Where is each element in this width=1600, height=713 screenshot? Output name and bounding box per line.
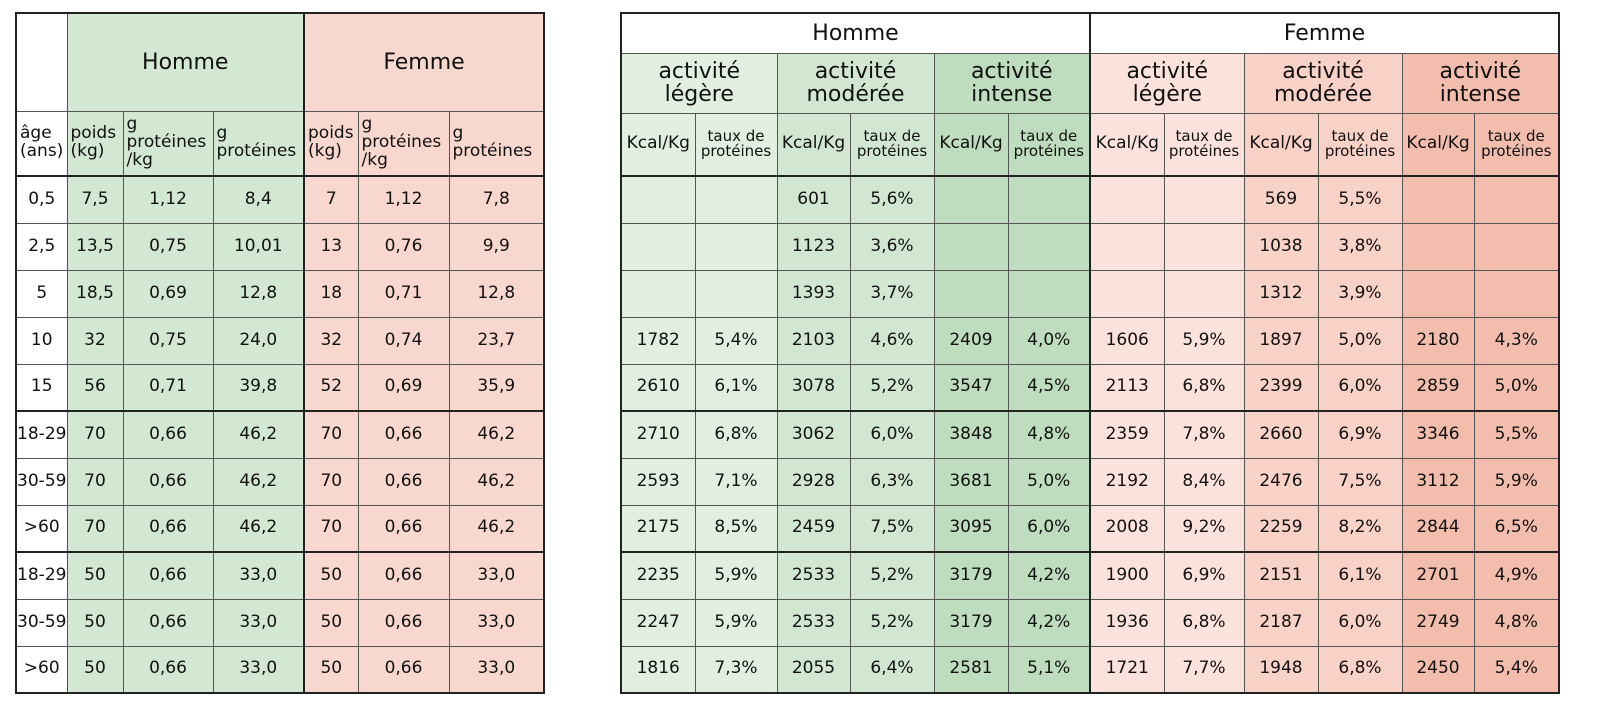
value-cell: 2055 [777, 646, 850, 693]
value-cell: 0,75 [123, 223, 213, 270]
value-cell: 2175 [621, 505, 695, 552]
value-cell: 7,5% [1318, 458, 1402, 505]
value-cell: 6,8% [1318, 646, 1402, 693]
activity-moderate-femme: activité modérée [1244, 53, 1402, 113]
value-cell: 1782 [621, 317, 695, 364]
value-cell: 1721 [1090, 646, 1164, 693]
age-cell: 15 [16, 364, 67, 411]
value-cell: 3179 [934, 552, 1008, 599]
value-cell: 5,9% [1474, 458, 1559, 505]
value-cell: 7,1% [695, 458, 777, 505]
value-cell: 46,2 [449, 458, 544, 505]
value-cell: 46,2 [213, 411, 304, 458]
value-cell: 2593 [621, 458, 695, 505]
value-cell: 5,2% [850, 599, 934, 646]
value-cell: 2710 [621, 411, 695, 458]
value-cell: 1606 [1090, 317, 1164, 364]
value-cell [1008, 270, 1090, 317]
value-cell: 50 [304, 599, 358, 646]
col-header-taux: taux de protéines [695, 113, 777, 176]
value-cell: 1123 [777, 223, 850, 270]
value-cell: 0,66 [358, 552, 449, 599]
col-header-gprot-kg: g protéines /kg [123, 111, 213, 176]
value-cell: 3547 [934, 364, 1008, 411]
value-cell: 7,5 [67, 176, 123, 223]
value-cell: 5,2% [850, 364, 934, 411]
value-cell: 2844 [1402, 505, 1474, 552]
value-cell: 6,9% [1318, 411, 1402, 458]
table-row [16, 599, 544, 646]
col-header-kcal: Kcal/Kg [934, 113, 1008, 176]
age-cell: 10 [16, 317, 67, 364]
activity-light-femme: activité légère [1090, 53, 1244, 113]
value-cell: 6,9% [1164, 552, 1244, 599]
value-cell: 9,2% [1164, 505, 1244, 552]
value-cell: 3078 [777, 364, 850, 411]
value-cell: 4,3% [1474, 317, 1559, 364]
value-cell: 33,0 [449, 599, 544, 646]
value-cell: 2399 [1244, 364, 1318, 411]
value-cell: 0,66 [123, 411, 213, 458]
table-row [16, 552, 544, 599]
value-cell [1474, 176, 1559, 223]
age-cell: 18-29 [16, 552, 67, 599]
value-cell: 4,8% [1008, 411, 1090, 458]
value-cell: 5,0% [1008, 458, 1090, 505]
value-cell [695, 270, 777, 317]
value-cell: 3095 [934, 505, 1008, 552]
value-cell: 0,66 [123, 458, 213, 505]
value-cell [1474, 223, 1559, 270]
value-cell [1090, 270, 1164, 317]
value-cell [1402, 223, 1474, 270]
value-cell: 0,66 [123, 599, 213, 646]
value-cell: 10,01 [213, 223, 304, 270]
value-cell: 1936 [1090, 599, 1164, 646]
value-cell: 70 [67, 411, 123, 458]
value-cell: 2187 [1244, 599, 1318, 646]
value-cell: 2008 [1090, 505, 1164, 552]
value-cell [1164, 270, 1244, 317]
value-cell: 33,0 [213, 552, 304, 599]
value-cell: 33,0 [213, 646, 304, 693]
value-cell [934, 270, 1008, 317]
value-cell: 6,5% [1474, 505, 1559, 552]
value-cell [1402, 176, 1474, 223]
value-cell: 2151 [1244, 552, 1318, 599]
value-cell: 18 [304, 270, 358, 317]
value-cell: 70 [304, 505, 358, 552]
value-cell: 70 [67, 458, 123, 505]
value-cell: 569 [1244, 176, 1318, 223]
femme-group-header: Femme [304, 13, 544, 111]
value-cell: 1,12 [123, 176, 213, 223]
value-cell: 5,9% [695, 599, 777, 646]
table-row [621, 505, 1559, 552]
value-cell [621, 270, 695, 317]
value-cell: 5,0% [1474, 364, 1559, 411]
value-cell: 46,2 [213, 458, 304, 505]
value-cell: 0,71 [358, 270, 449, 317]
value-cell: 2192 [1090, 458, 1164, 505]
col-header-kcal: Kcal/Kg [621, 113, 695, 176]
value-cell: 3,8% [1318, 223, 1402, 270]
value-cell [1008, 223, 1090, 270]
value-cell: 35,9 [449, 364, 544, 411]
value-cell: 1393 [777, 270, 850, 317]
value-cell: 5,4% [695, 317, 777, 364]
col-header-poids: poids (kg) [67, 111, 123, 176]
value-cell: 6,0% [1318, 364, 1402, 411]
femme-group-header: Femme [1090, 13, 1559, 53]
activity-moderate-homme: activité modérée [777, 53, 934, 113]
value-cell: 4,2% [1008, 599, 1090, 646]
value-cell: 6,0% [1008, 505, 1090, 552]
value-cell: 2533 [777, 552, 850, 599]
col-header-taux: taux de protéines [1318, 113, 1402, 176]
value-cell: 5,9% [695, 552, 777, 599]
value-cell: 2103 [777, 317, 850, 364]
value-cell: 2581 [934, 646, 1008, 693]
age-cell: 30-59 [16, 458, 67, 505]
table-row [16, 176, 544, 223]
value-cell: 2701 [1402, 552, 1474, 599]
value-cell: 24,0 [213, 317, 304, 364]
value-cell: 0,66 [123, 505, 213, 552]
value-cell: 5,4% [1474, 646, 1559, 693]
value-cell: 2180 [1402, 317, 1474, 364]
value-cell: 1312 [1244, 270, 1318, 317]
value-cell: 5,0% [1318, 317, 1402, 364]
col-header-taux: taux de protéines [1164, 113, 1244, 176]
value-cell: 70 [67, 505, 123, 552]
value-cell: 12,8 [213, 270, 304, 317]
activity-light-homme: activité légère [621, 53, 777, 113]
value-cell: 2113 [1090, 364, 1164, 411]
value-cell: 70 [304, 411, 358, 458]
value-cell [1164, 176, 1244, 223]
table-row [16, 364, 544, 411]
value-cell: 7,5% [850, 505, 934, 552]
value-cell: 0,66 [358, 505, 449, 552]
table-row [621, 552, 1559, 599]
age-header-blank [16, 13, 67, 111]
col-header-gprot-kg: g protéines /kg [358, 111, 449, 176]
value-cell: 3062 [777, 411, 850, 458]
value-cell: 3,6% [850, 223, 934, 270]
value-cell: 0,76 [358, 223, 449, 270]
table-row [621, 270, 1559, 317]
value-cell: 0,69 [123, 270, 213, 317]
value-cell: 50 [304, 646, 358, 693]
value-cell: 33,0 [449, 552, 544, 599]
value-cell: 2928 [777, 458, 850, 505]
value-cell: 32 [304, 317, 358, 364]
value-cell: 8,4% [1164, 458, 1244, 505]
value-cell: 6,0% [850, 411, 934, 458]
col-header-gprot: g protéines [449, 111, 544, 176]
value-cell: 1,12 [358, 176, 449, 223]
table-row [621, 646, 1559, 693]
value-cell: 2409 [934, 317, 1008, 364]
table-row [16, 270, 544, 317]
value-cell: 2533 [777, 599, 850, 646]
value-cell: 1038 [1244, 223, 1318, 270]
value-cell: 5,9% [1164, 317, 1244, 364]
age-cell: >60 [16, 646, 67, 693]
value-cell: 5,5% [1318, 176, 1402, 223]
energy-needs-table [620, 12, 1560, 694]
value-cell: 8,2% [1318, 505, 1402, 552]
value-cell: 2259 [1244, 505, 1318, 552]
value-cell: 2247 [621, 599, 695, 646]
value-cell: 70 [304, 458, 358, 505]
value-cell: 7,8% [1164, 411, 1244, 458]
age-cell: 18-29 [16, 411, 67, 458]
value-cell: 50 [67, 552, 123, 599]
value-cell: 12,8 [449, 270, 544, 317]
value-cell: 0,69 [358, 364, 449, 411]
value-cell [1402, 270, 1474, 317]
col-header-kcal: Kcal/Kg [1090, 113, 1164, 176]
value-cell: 3,9% [1318, 270, 1402, 317]
value-cell: 4,0% [1008, 317, 1090, 364]
value-cell [934, 223, 1008, 270]
value-cell: 7 [304, 176, 358, 223]
table-row [621, 176, 1559, 223]
value-cell: 2235 [621, 552, 695, 599]
col-header-taux: taux de protéines [850, 113, 934, 176]
col-header-age: âge (ans) [16, 111, 67, 176]
age-cell: 5 [16, 270, 67, 317]
value-cell: 5,6% [850, 176, 934, 223]
value-cell: 6,0% [1318, 599, 1402, 646]
value-cell: 2859 [1402, 364, 1474, 411]
age-cell: 0,5 [16, 176, 67, 223]
value-cell: 5,2% [850, 552, 934, 599]
value-cell: 3,7% [850, 270, 934, 317]
value-cell: 601 [777, 176, 850, 223]
value-cell [1090, 176, 1164, 223]
value-cell: 0,66 [123, 646, 213, 693]
value-cell [1090, 223, 1164, 270]
value-cell: 52 [304, 364, 358, 411]
col-header-kcal: Kcal/Kg [1402, 113, 1474, 176]
value-cell: 32 [67, 317, 123, 364]
value-cell [621, 223, 695, 270]
activity-intense-homme: activité intense [934, 53, 1090, 113]
value-cell: 3346 [1402, 411, 1474, 458]
value-cell: 50 [67, 646, 123, 693]
value-cell: 5,5% [1474, 411, 1559, 458]
value-cell: 6,8% [1164, 599, 1244, 646]
value-cell: 6,8% [1164, 364, 1244, 411]
value-cell: 23,7 [449, 317, 544, 364]
col-header-kcal: Kcal/Kg [777, 113, 850, 176]
value-cell: 2450 [1402, 646, 1474, 693]
table-row [621, 411, 1559, 458]
value-cell [1164, 223, 1244, 270]
table-row [621, 599, 1559, 646]
value-cell: 8,5% [695, 505, 777, 552]
value-cell: 1897 [1244, 317, 1318, 364]
protein-needs-table [15, 12, 545, 694]
value-cell: 8,4 [213, 176, 304, 223]
value-cell: 1816 [621, 646, 695, 693]
table-row [16, 223, 544, 270]
value-cell: 0,71 [123, 364, 213, 411]
value-cell: 46,2 [213, 505, 304, 552]
value-cell: 4,9% [1474, 552, 1559, 599]
value-cell [1474, 270, 1559, 317]
table-row [16, 317, 544, 364]
col-header-taux: taux de protéines [1474, 113, 1559, 176]
col-header-gprot: g protéines [213, 111, 304, 176]
value-cell: 0,74 [358, 317, 449, 364]
table-row [621, 223, 1559, 270]
value-cell: 4,5% [1008, 364, 1090, 411]
value-cell: 0,66 [358, 646, 449, 693]
value-cell: 46,2 [449, 505, 544, 552]
value-cell: 6,4% [850, 646, 934, 693]
value-cell: 0,66 [123, 552, 213, 599]
value-cell: 2749 [1402, 599, 1474, 646]
value-cell [1008, 176, 1090, 223]
table-row [621, 458, 1559, 505]
value-cell: 2476 [1244, 458, 1318, 505]
value-cell: 6,3% [850, 458, 934, 505]
value-cell: 33,0 [213, 599, 304, 646]
value-cell: 7,3% [695, 646, 777, 693]
value-cell: 0,66 [358, 458, 449, 505]
value-cell: 2660 [1244, 411, 1318, 458]
value-cell: 0,75 [123, 317, 213, 364]
value-cell: 3179 [934, 599, 1008, 646]
value-cell: 7,7% [1164, 646, 1244, 693]
value-cell: 1948 [1244, 646, 1318, 693]
value-cell [695, 176, 777, 223]
table-row [16, 458, 544, 505]
value-cell: 6,1% [695, 364, 777, 411]
value-cell: 7,8 [449, 176, 544, 223]
table-row [621, 317, 1559, 364]
value-cell: 0,66 [358, 599, 449, 646]
value-cell: 18,5 [67, 270, 123, 317]
homme-group-header: Homme [67, 13, 304, 111]
value-cell: 56 [67, 364, 123, 411]
value-cell: 2359 [1090, 411, 1164, 458]
age-cell: >60 [16, 505, 67, 552]
col-header-taux: taux de protéines [1008, 113, 1090, 176]
table-row [16, 646, 544, 693]
age-cell: 2,5 [16, 223, 67, 270]
value-cell: 3848 [934, 411, 1008, 458]
value-cell: 13 [304, 223, 358, 270]
value-cell: 4,6% [850, 317, 934, 364]
value-cell: 33,0 [449, 646, 544, 693]
value-cell: 2459 [777, 505, 850, 552]
table-row [621, 364, 1559, 411]
homme-group-header: Homme [621, 13, 1090, 53]
activity-intense-femme: activité intense [1402, 53, 1559, 113]
value-cell: 50 [304, 552, 358, 599]
table-row [16, 505, 544, 552]
table-row [16, 411, 544, 458]
col-header-kcal: Kcal/Kg [1244, 113, 1318, 176]
value-cell: 4,8% [1474, 599, 1559, 646]
value-cell [934, 176, 1008, 223]
value-cell: 46,2 [449, 411, 544, 458]
value-cell: 9,9 [449, 223, 544, 270]
age-cell: 30-59 [16, 599, 67, 646]
value-cell: 0,66 [358, 411, 449, 458]
value-cell [621, 176, 695, 223]
value-cell: 2610 [621, 364, 695, 411]
value-cell: 4,2% [1008, 552, 1090, 599]
col-header-poids: poids (kg) [304, 111, 358, 176]
value-cell: 50 [67, 599, 123, 646]
value-cell: 3681 [934, 458, 1008, 505]
value-cell: 6,1% [1318, 552, 1402, 599]
value-cell: 39,8 [213, 364, 304, 411]
value-cell: 13,5 [67, 223, 123, 270]
value-cell: 6,8% [695, 411, 777, 458]
value-cell: 1900 [1090, 552, 1164, 599]
value-cell: 3112 [1402, 458, 1474, 505]
value-cell: 5,1% [1008, 646, 1090, 693]
value-cell [695, 223, 777, 270]
